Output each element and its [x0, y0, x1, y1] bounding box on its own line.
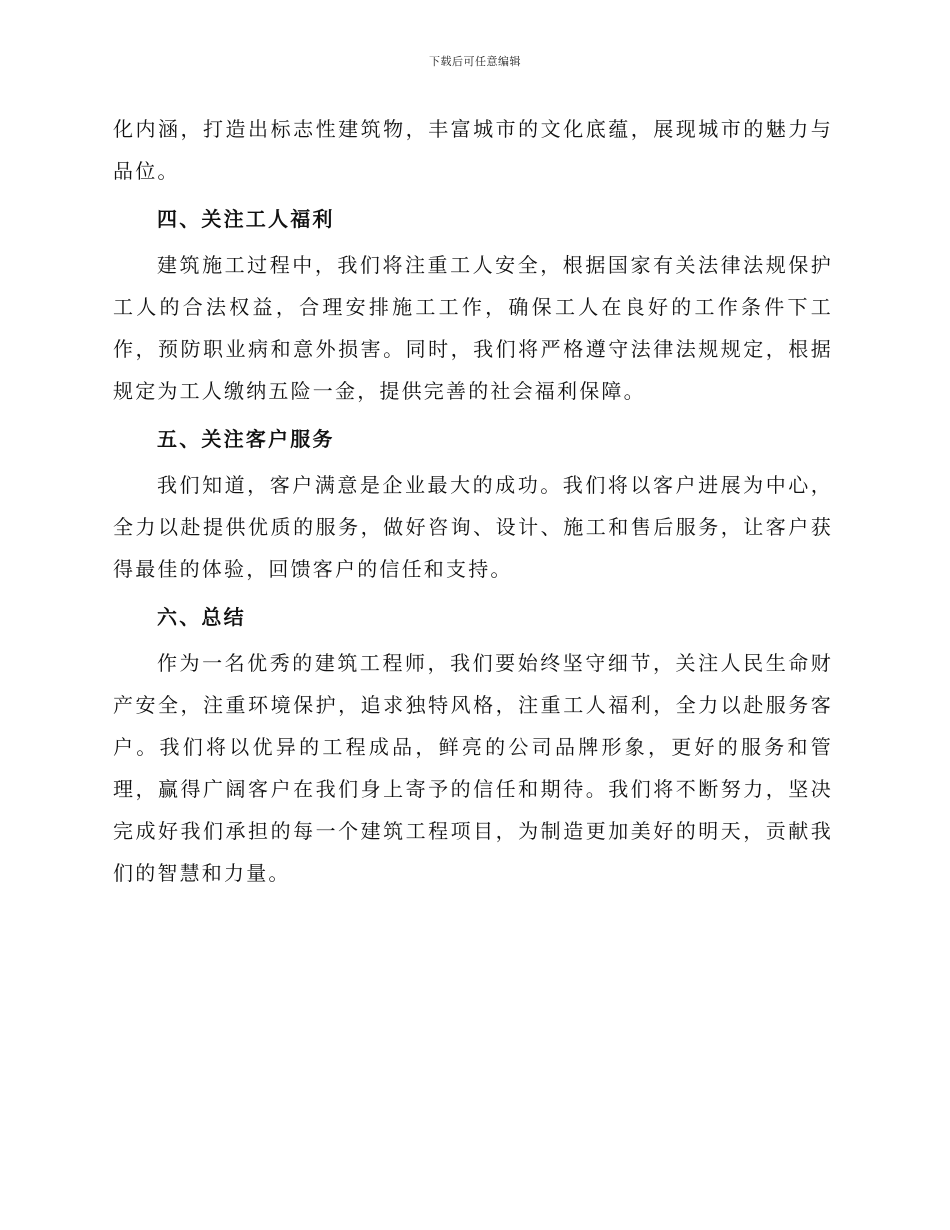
paragraph-customer-service: 我们知道，客户满意是企业最大的成功。我们将以客户进展为中心，全力以赴提供优质的服务，做好咨询、设计、施工和售后服务，让客户获得最佳的体验，回馈客户的信任和支持。: [113, 473, 833, 581]
page-header: 下载后可任意编辑: [429, 55, 521, 68]
document-body: [113, 108, 833, 894]
section-heading-summary: 六、总结: [157, 605, 246, 629]
paragraph-continued: 化内涵，打造出标志性建筑物，丰富城市的文化底蕴，展现城市的魅力与品位。: [113, 117, 833, 183]
paragraph-worker-welfare: 建筑施工过程中，我们将注重工人安全，根据国家有关法律法规保护工人的合法权益，合理安排施工工作，确保工人在良好的工作条件下工作，预防职业病和意外损害。同时，我们将严格遵守法律法规规定，根据规定为工人缴纳五险一金，提供完善的社会福利保障。: [113, 253, 833, 403]
paragraph-summary: 作为一名优秀的建筑工程师，我们要始终坚守细节，关注人民生命财产安全，注重环境保护，追求独特风格，注重工人福利，全力以赴服务客户。我们将以优异的工程成品，鲜亮的公司品牌形象，更好的服务和管理，赢得广阔客户在我们身上寄予的信任和期待。我们将不断努力，坚决完成好我们承担的每一个建筑工程项目，为制造更加美好的明天，贡献我们的智慧和力量。: [113, 651, 833, 885]
section-heading-customer-service: 五、关注客户服务: [157, 427, 335, 451]
section-heading-worker-welfare: 四、关注工人福利: [157, 207, 335, 231]
